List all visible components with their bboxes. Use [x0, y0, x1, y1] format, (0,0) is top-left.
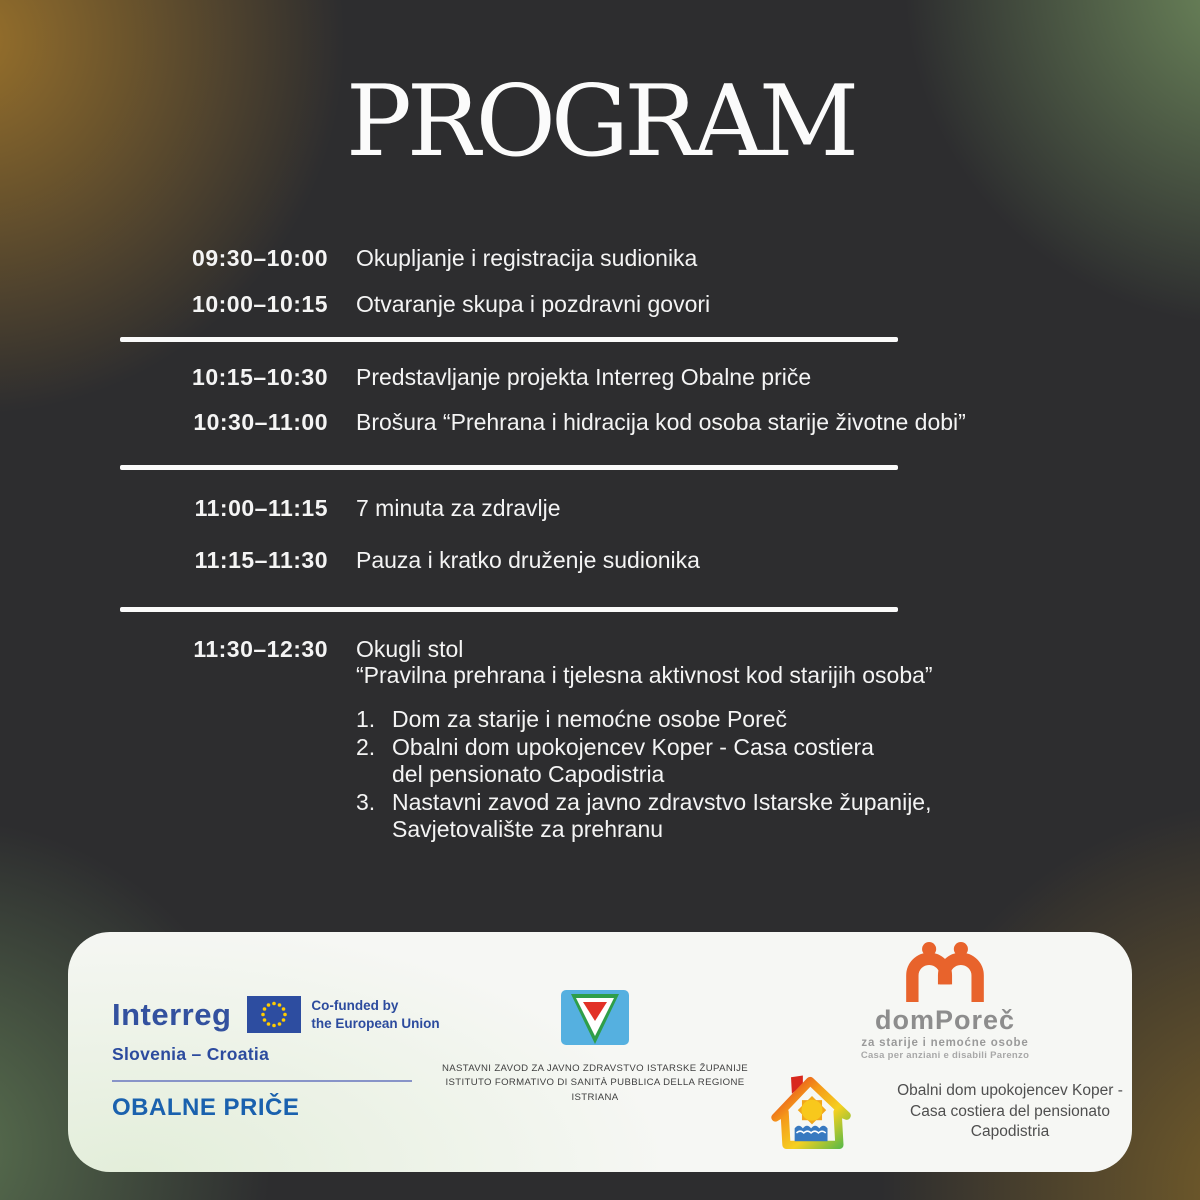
dom-porec-logo	[845, 942, 1045, 1061]
obalni-dom-koper-logo	[766, 1070, 1150, 1154]
event-description: 7 minuta za zdravlje	[356, 495, 561, 521]
interreg-divider	[112, 1080, 412, 1082]
time-range: 11:15–11:30	[194, 547, 328, 573]
event-description: Pauza i kratko druženje sudionika	[356, 547, 700, 573]
list-item	[356, 734, 932, 789]
partner-logos-card	[68, 932, 1132, 1172]
event-description-line1: Okugli stol	[356, 636, 464, 662]
participant-name: Dom za starije i nemoćne osobe Poreč	[392, 706, 788, 732]
time-range: 09:30–10:00	[192, 245, 328, 271]
page-title: PROGRAM	[345, 65, 855, 179]
dom-porec-subtitle-it: Casa per anziani e disabili Parenzo	[860, 1050, 1030, 1061]
participant-name: Nastavni zavod za javno zdravstvo Istarske županije,	[392, 788, 932, 815]
list-number: 1.	[356, 706, 376, 732]
obalni-dom-koper-label: Obalni dom upokojencev Koper - Casa costiera del pensionato Capodistria	[897, 1081, 1123, 1141]
health-institute-logo	[435, 990, 755, 1105]
institute-name-hr: NASTAVNI ZAVOD ZA JAVNO ZDRAVSTVO ISTARSKE ŽUPANIJE	[441, 1063, 749, 1074]
time-range: 11:30–12:30	[193, 636, 328, 662]
time-range: 11:00–11:15	[194, 495, 328, 521]
institute-name-it: ISTITUTO FORMATIVO DI SANITÀ PUBBLICA DELLA REGIONE ISTRIANA	[445, 1077, 745, 1103]
institute-emblem-icon	[559, 990, 631, 1050]
time-range: 10:30–11:00	[193, 409, 328, 435]
event-description-line2: “Pravilna prehrana i tjelesna aktivnost kod starijih osoba”	[356, 662, 933, 688]
interreg-logo	[112, 996, 440, 1033]
participant-name-line2: del pensionato Capodistria	[392, 761, 665, 787]
dom-porec-people-icon	[904, 942, 986, 1002]
interreg-region-label: Slovenia – Croatia	[112, 1044, 270, 1064]
interreg-wordmark: Interreg	[112, 996, 232, 1032]
time-range: 10:15–10:30	[192, 364, 328, 390]
event-description: Otvaranje skupa i pozdravni govori	[356, 291, 711, 317]
list-item	[356, 789, 932, 844]
list-item	[356, 706, 932, 734]
eu-cofunded-label: Co-funded by the European Union	[311, 997, 440, 1031]
time-range: 10:00–10:15	[192, 291, 328, 317]
dom-porec-subtitle-hr: za starije i nemoćne osobe	[861, 1037, 1029, 1049]
list-number: 3.	[356, 788, 376, 815]
participant-name-line2: Savjetovalište za prehranu	[392, 816, 664, 842]
dom-porec-wordmark: domPoreč	[874, 1005, 1016, 1035]
roundtable-participants	[356, 706, 932, 844]
eu-flag-icon	[247, 996, 301, 1033]
event-description: Okupljanje i registracija sudionika	[356, 245, 698, 271]
event-description: Brošura “Prehrana i hidracija kod osoba starije životne dobi”	[356, 409, 966, 435]
rainbow-house-icon	[766, 1070, 858, 1154]
section-divider	[120, 607, 898, 612]
section-divider	[120, 465, 898, 470]
event-description	[356, 636, 1156, 688]
list-number: 2.	[356, 733, 376, 760]
section-divider	[120, 337, 898, 342]
participant-name: Obalni dom upokojencev Koper - Casa costiera	[392, 733, 874, 760]
event-description: Predstavljanje projekta Interreg Obalne priče	[356, 364, 812, 390]
project-name: OBALNE PRIČE	[112, 1094, 300, 1121]
